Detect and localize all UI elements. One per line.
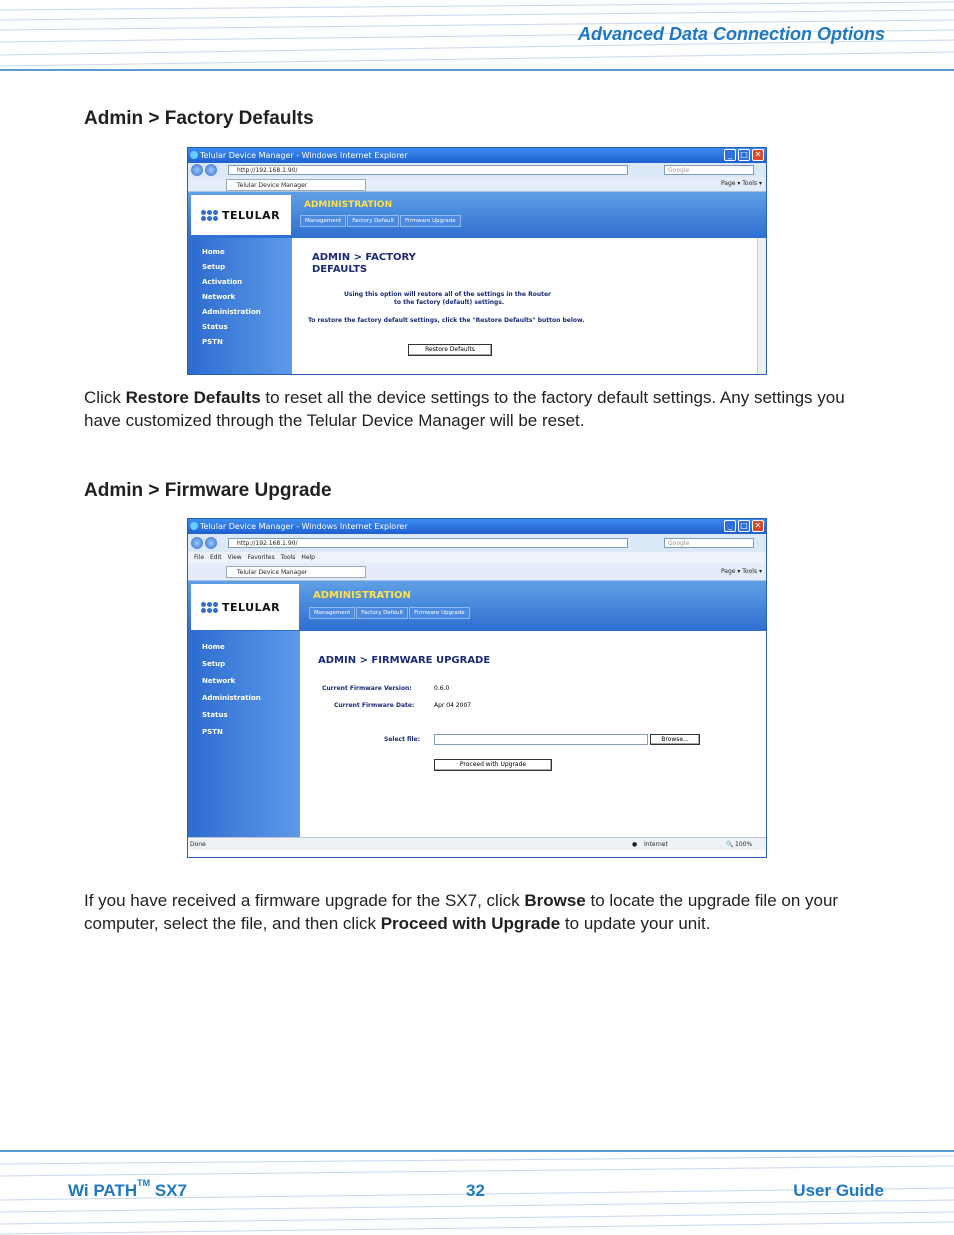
window-title: Telular Device Manager - Windows Internet Explorer <box>200 522 408 531</box>
ie-icon <box>190 522 198 530</box>
content-title-line2: DEFAULTS <box>312 264 368 275</box>
nav-item-setup[interactable]: Setup <box>202 263 226 271</box>
firmware-version-value: 0.6.0 <box>434 685 450 692</box>
tab-firmware-upgrade[interactable]: Firmware Upgrade <box>409 607 469 619</box>
nav-item-administration[interactable]: Administration <box>202 308 261 316</box>
nav-item-network[interactable]: Network <box>202 293 236 301</box>
address-bar <box>188 163 766 177</box>
router-body <box>188 631 766 837</box>
maximize-icon[interactable]: □ <box>738 149 750 161</box>
screenshot-factory-defaults <box>187 147 767 375</box>
logo-dots-icon <box>201 210 218 221</box>
tab-bar <box>188 563 766 581</box>
minimize-icon[interactable]: _ <box>724 520 736 532</box>
content-title-line1: ADMIN > FACTORY <box>312 252 416 263</box>
window-titlebar <box>188 148 766 163</box>
back-icon[interactable] <box>191 164 203 176</box>
status-bar <box>188 837 766 850</box>
maximize-icon[interactable]: □ <box>738 520 750 532</box>
restore-defaults-button[interactable]: Restore Defaults <box>408 344 492 356</box>
tab-factory-default[interactable]: Factory Default <box>356 607 408 619</box>
address-bar <box>188 534 766 552</box>
router-content <box>292 238 766 374</box>
screenshot-firmware-upgrade <box>187 518 767 858</box>
tab-management[interactable]: Management <box>309 607 355 619</box>
close-icon[interactable]: ✕ <box>752 520 764 532</box>
nav-item-home[interactable]: Home <box>202 248 225 256</box>
router-content <box>300 631 766 837</box>
router-left-nav <box>188 238 292 374</box>
nav-item-network[interactable]: Network <box>202 677 236 685</box>
ie-icon <box>190 151 198 159</box>
router-body <box>188 238 766 374</box>
footer-guide: User Guide <box>793 1181 884 1200</box>
header-rule <box>0 69 954 71</box>
tab-bar <box>188 177 766 192</box>
search-input[interactable]: Google <box>664 165 754 175</box>
status-done: Done <box>190 841 206 848</box>
search-input[interactable]: Google <box>664 538 754 548</box>
close-icon[interactable]: ✕ <box>752 149 764 161</box>
page-number: 32 <box>466 1181 485 1200</box>
section-heading-factory-defaults: Admin > Factory Defaults <box>84 108 314 129</box>
logo-dots-icon <box>201 602 218 613</box>
proceed-emphasis: Proceed with Upgrade <box>380 914 561 933</box>
nav-item-setup[interactable]: Setup <box>202 660 226 668</box>
tab-management[interactable]: Management <box>300 215 346 227</box>
paragraph-firmware-upgrade: If you have received a firmware upgrade for the SX7, click Browse to locate the upgrade file on your computer, select the file, and then click Proceed with Upgrade to update your unit. <box>84 891 839 933</box>
minimize-icon[interactable]: _ <box>724 149 736 161</box>
security-zone: Internet <box>644 841 668 848</box>
menu-bar[interactable]: File Edit View Favorites Tools Help <box>188 552 766 563</box>
nav-item-administration[interactable]: Administration <box>202 694 261 702</box>
nav-item-status[interactable]: Status <box>202 323 228 331</box>
message-line1: Using this option will restore all of the settings in the Router <box>344 291 551 298</box>
router-banner <box>188 192 766 238</box>
nav-item-activation[interactable]: Activation <box>202 278 243 286</box>
toolbar-commands[interactable]: Page ▾ Tools ▾ <box>720 180 762 187</box>
url-input[interactable]: http://192.168.1.90/ <box>228 538 628 548</box>
paragraph-factory-defaults: Click Restore Defaults to reset all the device settings to the factory default settings. Any settings you have customized through the Telular Device Manager will be reset. <box>84 388 845 430</box>
browser-tab[interactable]: Telular Device Manager <box>226 566 366 578</box>
router-banner <box>188 581 766 631</box>
toolbar-commands[interactable]: Page ▾ Tools ▾ <box>720 568 762 575</box>
telular-logo: TELULAR <box>191 584 299 630</box>
forward-icon[interactable] <box>205 164 217 176</box>
telular-logo: TELULAR <box>191 195 291 235</box>
file-path-input[interactable] <box>434 734 648 745</box>
firmware-date-value: Apr 04 2007 <box>434 702 472 709</box>
admin-title: ADMINISTRATION <box>304 200 393 210</box>
tab-firmware-upgrade[interactable]: Firmware Upgrade <box>400 215 460 227</box>
header-title: Advanced Data Connection Options <box>577 24 885 44</box>
footer-product: Wi PATH™ SX7 <box>68 1178 187 1200</box>
zoom-icon: 🔍 <box>726 841 734 848</box>
forward-icon[interactable] <box>205 537 217 549</box>
nav-item-pstn[interactable]: PSTN <box>202 728 223 736</box>
back-icon[interactable] <box>191 537 203 549</box>
select-file-label: Select file: <box>384 736 421 743</box>
browse-emphasis: Browse <box>524 891 586 910</box>
admin-title: ADMINISTRATION <box>313 590 411 601</box>
url-input[interactable]: http://192.168.1.90/ <box>228 165 628 175</box>
browser-tab[interactable]: Telular Device Manager <box>226 179 366 191</box>
nav-item-home[interactable]: Home <box>202 643 225 651</box>
proceed-with-upgrade-button[interactable]: Proceed with Upgrade <box>434 759 552 771</box>
nav-item-pstn[interactable]: PSTN <box>202 338 223 346</box>
scrollbar[interactable] <box>757 238 766 374</box>
tab-factory-default[interactable]: Factory Default <box>347 215 399 227</box>
firmware-date-label: Current Firmware Date: <box>334 702 415 709</box>
nav-item-status[interactable]: Status <box>202 711 228 719</box>
router-left-nav <box>188 631 300 837</box>
section-heading-firmware-upgrade: Admin > Firmware Upgrade <box>84 480 332 501</box>
browse-button[interactable]: Browse... <box>650 734 700 745</box>
window-titlebar <box>188 519 766 534</box>
footer-rule <box>0 1150 954 1152</box>
globe-icon: ● <box>632 841 638 848</box>
message-line2: to the factory (default) settings. <box>394 299 505 306</box>
message-line3: To restore the factory default settings, click the "Restore Defaults" button below. <box>308 317 585 324</box>
content-title: ADMIN > FIRMWARE UPGRADE <box>318 655 491 666</box>
restore-defaults-emphasis: Restore Defaults <box>125 388 261 407</box>
window-title: Telular Device Manager - Windows Internet Explorer <box>200 151 408 160</box>
zoom-level[interactable]: 100% <box>735 841 753 848</box>
firmware-version-label: Current Firmware Version: <box>322 685 412 692</box>
